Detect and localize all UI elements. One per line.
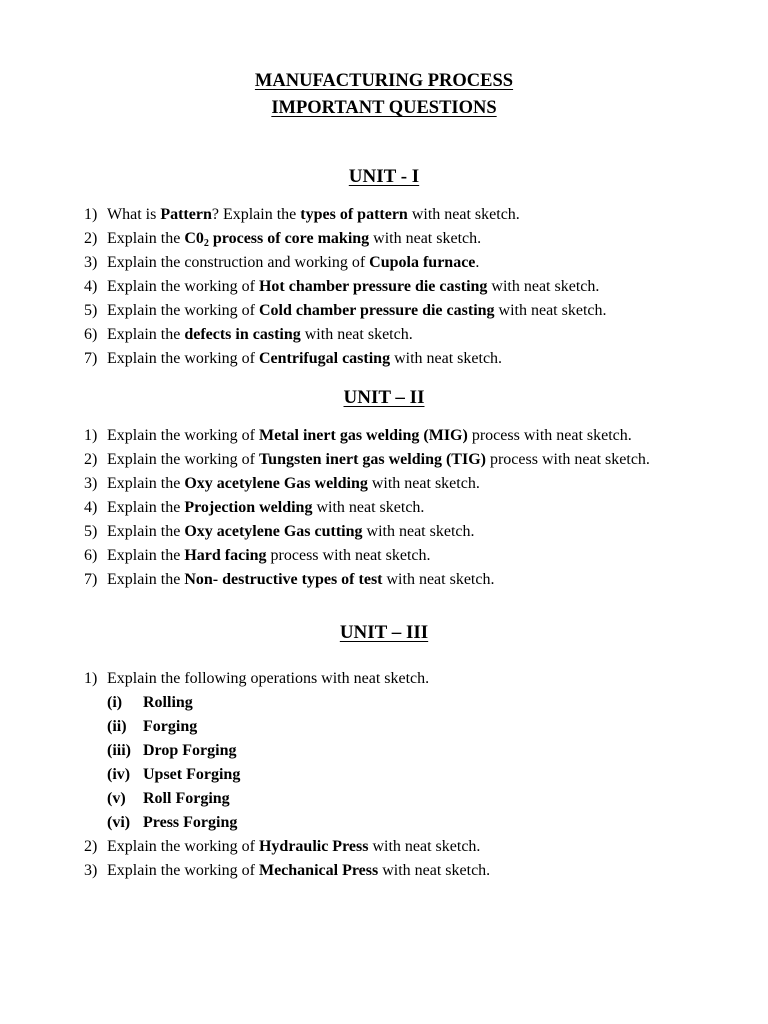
question-keyword: Hard facing	[184, 547, 267, 564]
question-number: 2)	[84, 230, 98, 247]
sub-question-label: Drop Forging	[143, 742, 237, 759]
question-text: Explain the	[107, 475, 185, 492]
unit-heading-1: UNIT - I	[348, 166, 420, 187]
question-keyword: Oxy acetylene Gas welding	[184, 475, 368, 492]
question-keyword: Centrifugal casting	[258, 350, 391, 367]
question-text: Explain the	[107, 230, 185, 247]
sub-question-item	[84, 811, 754, 835]
question-text: with neat sketch.	[378, 862, 491, 879]
question-keyword: C0	[184, 230, 204, 247]
question-number: 3)	[84, 862, 98, 879]
document-title-line2: IMPORTANT QUESTIONS	[271, 98, 497, 118]
question-text: with neat sketch.	[487, 278, 600, 295]
sub-question-label: Forging	[143, 718, 198, 735]
sub-question-label: Press Forging	[143, 814, 238, 831]
question-text: with neat sketch.	[312, 499, 425, 516]
question-number: 5)	[84, 523, 98, 540]
question-item	[84, 424, 754, 448]
question-text: Explain the	[107, 571, 185, 588]
question-text: with neat sketch.	[390, 350, 503, 367]
question-text: Explain the working of	[107, 350, 259, 367]
question-item	[84, 568, 754, 592]
question-item	[84, 496, 754, 520]
question-text: Explain the	[107, 547, 185, 564]
question-number: 1)	[84, 670, 98, 687]
unit-heading-3: UNIT – III	[339, 622, 429, 643]
question-keyword: process of core making	[208, 230, 370, 247]
question-number: 1)	[84, 206, 98, 223]
sub-question-number: (ii)	[107, 718, 127, 735]
sub-question-number: (iv)	[107, 766, 131, 783]
question-keyword: Non- destructive types of test	[184, 571, 383, 588]
question-keyword: Mechanical Press	[258, 862, 379, 879]
question-item	[84, 859, 754, 883]
sub-question-number: (vi)	[107, 814, 131, 831]
question-item	[84, 251, 754, 275]
sub-question-number: (iii)	[107, 742, 131, 759]
question-item	[84, 472, 754, 496]
question-text: process with neat sketch.	[467, 427, 632, 444]
question-text: Explain the working of	[107, 278, 259, 295]
question-text: What is	[107, 206, 161, 223]
unit-3-question-list	[84, 667, 754, 883]
sub-question-item	[84, 739, 754, 763]
question-keyword: defects in casting	[184, 326, 301, 343]
question-text: with neat sketch.	[300, 326, 413, 343]
question-text: Explain the working of	[107, 862, 259, 879]
question-keyword: Pattern	[160, 206, 212, 223]
unit-2-question-list	[84, 424, 754, 592]
document-title-line1: MANUFACTURING PROCESS	[254, 71, 514, 91]
question-text: Explain the working of	[107, 838, 259, 855]
question-number: 3)	[84, 254, 98, 271]
question-item	[84, 835, 754, 859]
question-number: 7)	[84, 571, 98, 588]
question-item	[84, 275, 754, 299]
question-number: 6)	[84, 326, 98, 343]
sub-question-number: (i)	[107, 694, 123, 711]
question-item	[84, 448, 754, 472]
question-item	[84, 667, 754, 691]
question-text: with neat sketch.	[494, 302, 607, 319]
unit-heading-2: UNIT – II	[343, 387, 425, 408]
question-text: Explain the working of	[107, 302, 259, 319]
sub-question-number: (v)	[107, 790, 126, 807]
sub-question-item	[84, 691, 754, 715]
unit-1-question-list	[84, 203, 754, 371]
question-text: Explain the following operations with neat sketch.	[107, 670, 430, 687]
question-number: 7)	[84, 350, 98, 367]
question-number: 3)	[84, 475, 98, 492]
sub-question-item	[84, 715, 754, 739]
question-keyword: Cold chamber pressure die casting	[258, 302, 495, 319]
question-text: with neat sketch.	[407, 206, 520, 223]
question-item	[84, 544, 754, 568]
question-number: 6)	[84, 547, 98, 564]
sub-question-item	[84, 763, 754, 787]
question-item	[84, 299, 754, 323]
question-text-subscript: 2	[203, 238, 209, 249]
question-text: process with neat sketch.	[485, 451, 650, 468]
question-item	[84, 323, 754, 347]
question-text: Explain the	[107, 523, 185, 540]
question-keyword: Metal inert gas welding (MIG)	[258, 427, 468, 444]
question-number: 5)	[84, 302, 98, 319]
question-text: Explain the	[107, 326, 185, 343]
question-keyword: Oxy acetylene Gas cutting	[184, 523, 363, 540]
sub-question-label: Roll Forging	[143, 790, 230, 807]
sub-question-label: Rolling	[143, 694, 193, 711]
sub-question-item	[84, 787, 754, 811]
question-text: Explain the construction and working of	[107, 254, 370, 271]
question-text: Explain the working of	[107, 427, 259, 444]
question-item	[84, 203, 754, 227]
question-text: .	[475, 254, 480, 271]
question-keyword: Hot chamber pressure die casting	[258, 278, 488, 295]
question-keyword: Tungsten inert gas welding (TIG)	[258, 451, 486, 468]
question-text: with neat sketch.	[368, 838, 481, 855]
question-number: 4)	[84, 278, 98, 295]
question-text: ? Explain the	[211, 206, 301, 223]
question-text: with neat sketch.	[362, 523, 475, 540]
question-keyword: Cupola furnace	[369, 254, 476, 271]
question-item	[84, 520, 754, 544]
question-keyword: types of pattern	[300, 206, 408, 223]
question-text: with neat sketch.	[367, 475, 480, 492]
question-number: 1)	[84, 427, 98, 444]
question-keyword: Hydraulic Press	[258, 838, 369, 855]
question-item	[84, 347, 754, 371]
question-text: Explain the	[107, 499, 185, 516]
question-text: with neat sketch.	[382, 571, 495, 588]
question-number: 2)	[84, 838, 98, 855]
question-text: Explain the working of	[107, 451, 259, 468]
question-number: 4)	[84, 499, 98, 516]
question-text: with neat sketch.	[369, 230, 482, 247]
question-text: process with neat sketch.	[266, 547, 431, 564]
question-item	[84, 227, 754, 251]
sub-question-label: Upset Forging	[143, 766, 241, 783]
question-number: 2)	[84, 451, 98, 468]
question-keyword: Projection welding	[184, 499, 313, 516]
